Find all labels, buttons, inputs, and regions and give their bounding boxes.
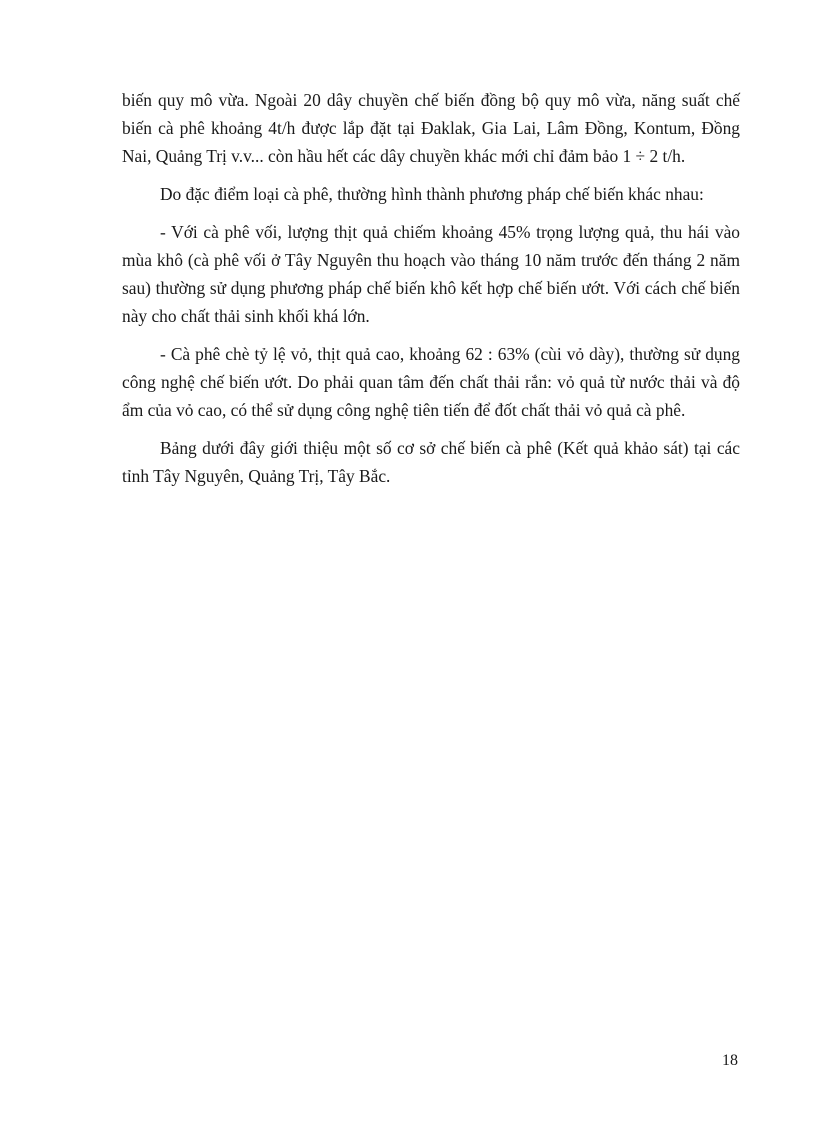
page-number: 18	[722, 1052, 738, 1069]
paragraph-arabica-coffee: - Cà phê chè tỷ lệ vỏ, thịt quả cao, khoảng 62 : 63% (cùi vỏ dày), thường sử dụng công nghệ chế biến ướt. Do phải quan tâm đến chất thải rắn: vỏ quả từ nước thải và độ ẩm của vỏ cao, có thể sử dụng công nghệ tiên tiến để đốt chất thải vỏ quả cà phê.	[122, 344, 740, 420]
paragraph-continuation: biến quy mô vừa. Ngoài 20 dây chuyền chế biến đồng bộ quy mô vừa, năng suất chế biến cà phê khoảng 4t/h được lắp đặt tại Đaklak, Gia Lai, Lâm Đồng, Kontum, Đồng Nai, Quảng Trị v.v... còn hầu hết các dây chuyền khác mới chỉ đảm bảo 1 ÷ 2 t/h.	[122, 90, 740, 166]
paragraph-processing-methods-intro: Do đặc điểm loại cà phê, thường hình thành phương pháp chế biến khác nhau:	[160, 184, 704, 204]
paragraph-table-intro: Bảng dưới đây giới thiệu một số cơ sở chế biến cà phê (Kết quả khảo sát) tại các tỉnh Tây Nguyên, Quảng Trị, Tây Bắc.	[122, 438, 740, 486]
paragraph-robusta-coffee: - Với cà phê vối, lượng thịt quả chiếm khoảng 45% trọng lượng quả, thu hái vào mùa khô (cà phê vối ở Tây Nguyên thu hoạch vào tháng 10 năm trước đến tháng 2 năm sau) thường sử dụng phương pháp chế biến khô kết hợp chế biến ướt. Với cách chế biến này cho chất thải sinh khối khá lớn.	[122, 222, 740, 326]
page-body	[122, 86, 740, 500]
